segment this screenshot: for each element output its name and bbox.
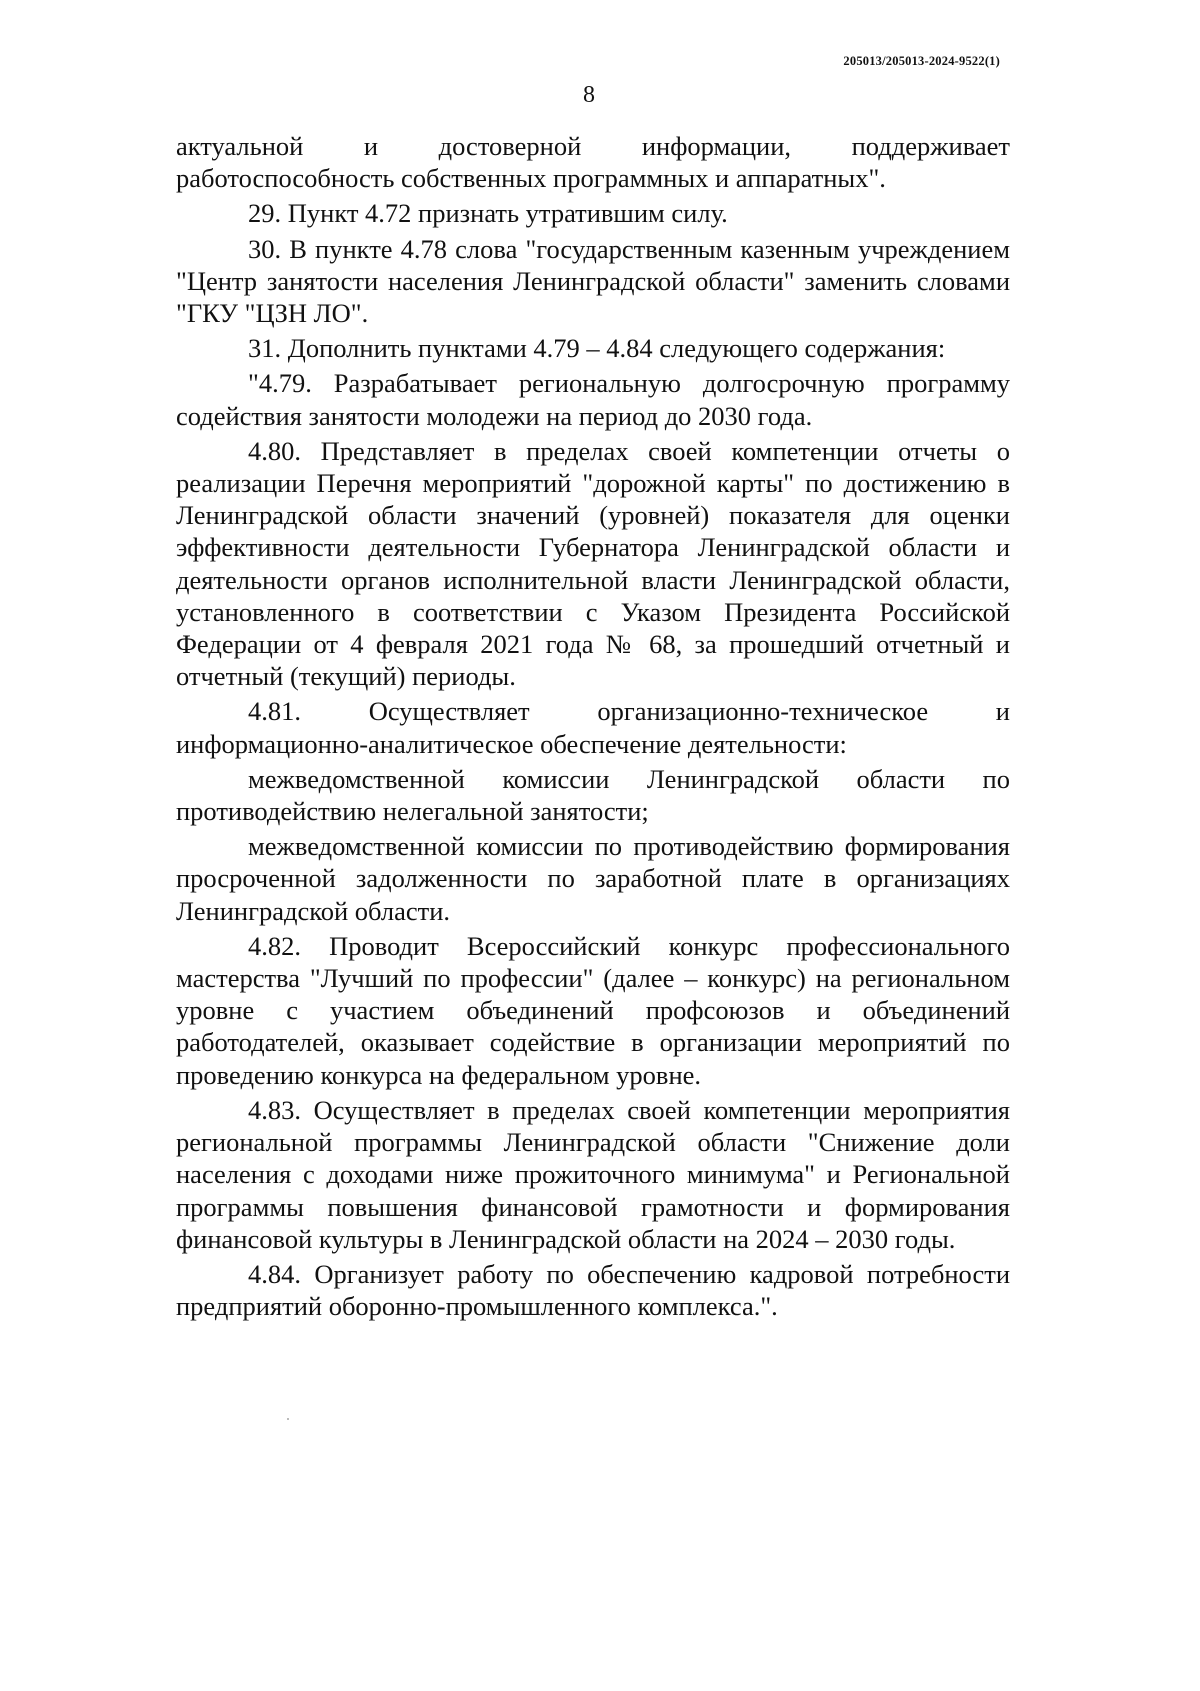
paragraph-item-30: 30. В пункте 4.78 слова "государственным казенным учреждением "Центр занятости населения Ленинградской области" заменить словами "ГКУ "ЦЗН ЛО". bbox=[176, 233, 1010, 329]
document-registration-number: 205013/205013-2024-9522(1) bbox=[843, 54, 1000, 68]
document-body bbox=[176, 130, 1010, 1322]
paragraph-4-81: 4.81. Осуществляет организационно-техническое и информационно-аналитическое обеспечение деятельности: bbox=[176, 696, 1010, 759]
paragraph-4-84: 4.84. Организует работу по обеспечению кадровой потребности предприятий оборонно-промышленного комплекса.". bbox=[176, 1258, 1010, 1322]
page-number: 8 bbox=[583, 82, 595, 108]
paragraph-4-79: "4.79. Разрабатывает региональную долгосрочную программу содействия занятости молодежи на период до 2030 года. bbox=[176, 368, 1010, 431]
paragraph-4-82: 4.82. Проводит Всероссийский конкурс профессионального мастерства "Лучший по профессии" (далее – конкурс) на региональном уровне с участием объединений профсоюзов и объединений работодателей, оказывает содействие в организации мероприятий по проведению конкурса на федеральном уровне. bbox=[176, 930, 1010, 1090]
paragraph-4-80: 4.80. Представляет в пределах своей компетенции отчеты о реализации Перечня мероприятий "дорожной карты" по достижению в Ленинградской области значений (уровней) показателя для оценки эффективности деятельности Губернатора Ленинградской области и деятельности органов исполнительной власти Ленинградской области, установленного в соответствии с Указом Президента Российской Федерации от 4 февраля 2021 года № 68, за прошедший отчетный и отчетный (текущий) периоды. bbox=[176, 435, 1010, 692]
scan-speck bbox=[287, 1418, 289, 1420]
paragraph-item-31: 31. Дополнить пунктами 4.79 – 4.84 следующего содержания: bbox=[248, 333, 946, 364]
paragraph-item-29: 29. Пункт 4.72 признать утратившим силу. bbox=[248, 198, 728, 229]
paragraph-4-83: 4.83. Осуществляет в пределах своей компетенции мероприятия региональной программы Ленинградской области "Снижение доли населения с доходами ниже прожиточного минимума" и Региональной программы повышения финансовой грамотности и формирования финансовой культуры в Ленинградской области на 2024 – 2030 годы. bbox=[176, 1094, 1010, 1254]
paragraph-4-81-commission-wage-arrears: межведомственной комиссии по противодействию формирования просроченной задолженности по заработной плате в организациях Ленинградской области. bbox=[176, 831, 1010, 926]
paragraph-continuation: актуальной и достоверной информации, поддерживает работоспособность собственных программных и аппаратных". bbox=[176, 131, 1010, 194]
paragraph-4-81-commission-illegal-employment: межведомственной комиссии Ленинградской области по противодействию нелегальной занятости; bbox=[176, 763, 1010, 827]
